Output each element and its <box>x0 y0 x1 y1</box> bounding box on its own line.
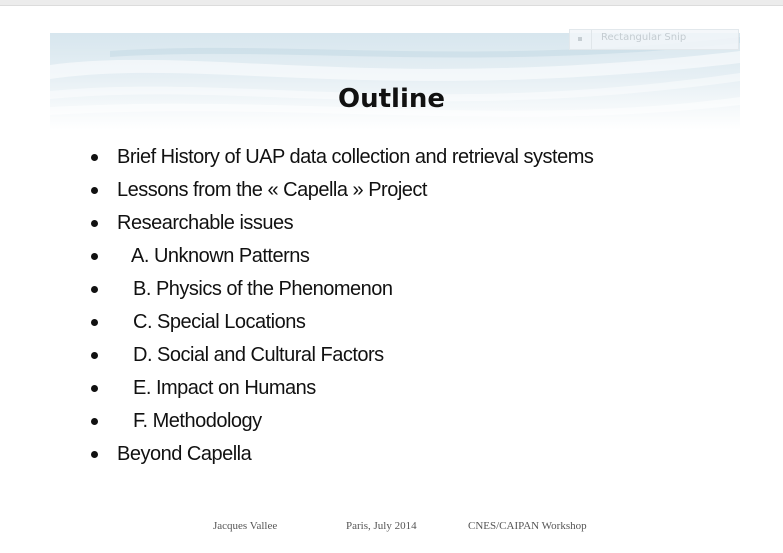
list-item-text: B. Physics of the Phenomenon <box>133 278 393 300</box>
window-top-border <box>0 0 783 6</box>
list-item-text: F. Methodology <box>133 410 262 432</box>
list-item-text: Brief History of UAP data collection and retrieval systems <box>117 146 594 168</box>
bullet-dot-icon <box>91 253 98 260</box>
bullet-dot-icon <box>91 451 98 458</box>
bullet-dot-icon <box>91 418 98 425</box>
list-item-text: A. Unknown Patterns <box>131 245 310 267</box>
bullet-dot-icon <box>91 286 98 293</box>
footer-date: Paris, July 2014 <box>346 520 417 532</box>
snip-square-icon[interactable] <box>570 30 592 49</box>
bullet-dot-icon <box>91 220 98 227</box>
list-item-text: C. Special Locations <box>133 311 306 333</box>
bullet-dot-icon <box>91 385 98 392</box>
bullet-dot-icon <box>91 187 98 194</box>
rectangular-snip-toolbar[interactable] <box>569 29 739 50</box>
list-item-text: E. Impact on Humans <box>133 377 316 399</box>
bullet-dot-icon <box>91 154 98 161</box>
bullet-dot-icon <box>91 352 98 359</box>
rectangular-snip-label: Rectangular Snip <box>601 32 687 43</box>
list-item-text: Beyond Capella <box>117 443 252 465</box>
footer-event: CNES/CAIPAN Workshop <box>468 520 587 532</box>
list-item-text: Lessons from the « Capella » Project <box>117 179 427 201</box>
slide-title: Outline <box>337 84 445 114</box>
bullet-dot-icon <box>91 319 98 326</box>
footer-author: Jacques Vallee <box>213 520 278 532</box>
list-item-text: Researchable issues <box>117 212 294 234</box>
list-item-text: D. Social and Cultural Factors <box>133 344 384 366</box>
